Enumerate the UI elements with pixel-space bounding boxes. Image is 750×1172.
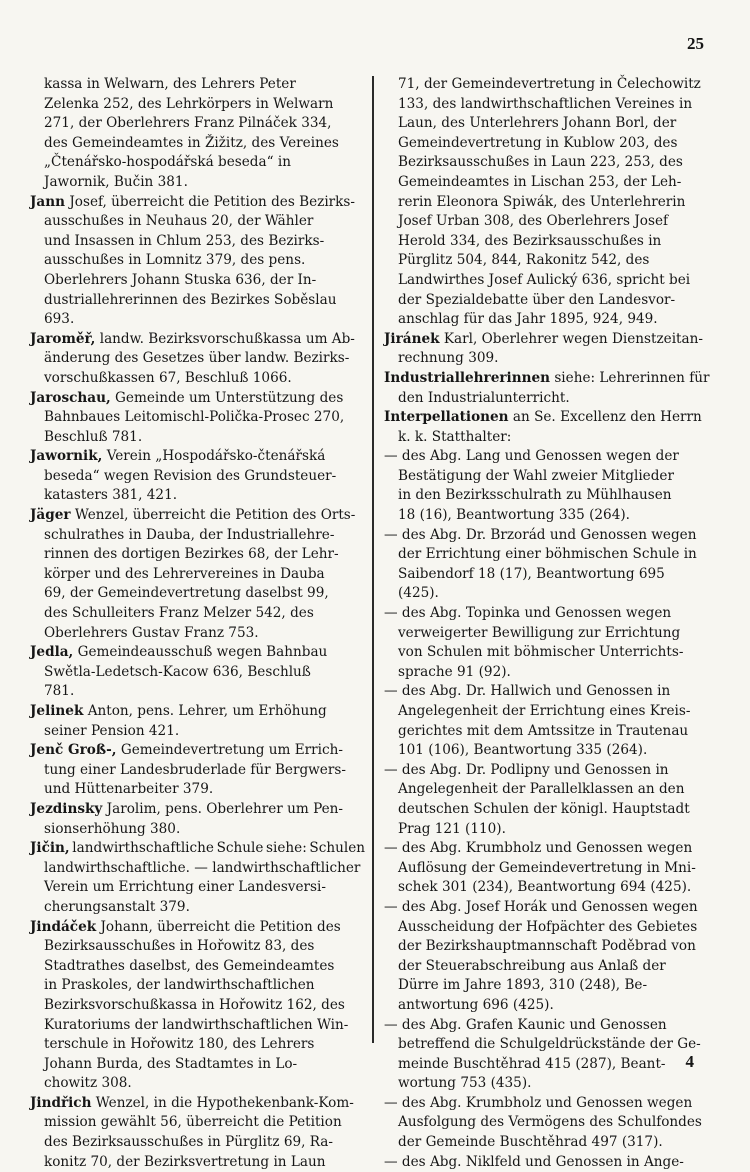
entry-text: Bezirksausschußes in Laun 223, 253, des (398, 154, 683, 171)
index-line (384, 682, 714, 702)
entry-text: „Čtenářsko-hospodářská beseda“ in (44, 154, 291, 171)
entry-text: 693. (44, 311, 75, 328)
entry-text: Oberlehrers Johann Stuska 636, der In- (44, 271, 317, 288)
index-line (384, 447, 714, 467)
index-line (30, 95, 365, 115)
entry-text: — des Abg. Josef Horák und Genossen wegen (384, 898, 698, 915)
entry-text: — des Abg. Grafen Kaunic und Genossen (384, 1016, 667, 1033)
index-line (384, 976, 714, 996)
index-line (30, 1133, 365, 1153)
index-line (30, 486, 365, 506)
index-line (384, 820, 714, 840)
index-line (384, 428, 714, 448)
entry-text: — des Abg. Dr. Hallwich und Genossen in (384, 683, 671, 700)
index-line (30, 1055, 365, 1075)
index-line (30, 251, 365, 271)
entry-text: verweigerter Bewilligung zur Errichtung (398, 624, 681, 641)
entry-text: des Schulleiters Franz Melzer 542, des (44, 605, 314, 622)
index-line (30, 996, 365, 1016)
entry-text: gerichtes mit dem Amtssitze in Trautenau (398, 722, 689, 739)
entry-text: Oberlehrers Gustav Franz 753. (44, 624, 259, 641)
entry-text: schek 301 (234), Beantwortung 694 (425). (398, 879, 692, 896)
entry-text: landwirthschaftliche. — landwirthschaftlicher (44, 859, 361, 876)
entry-text: in den Bezirksschulrath zu Mühlhausen (398, 487, 672, 504)
entry-text: beseda“ wegen Revision des Grundsteuer- (44, 467, 337, 484)
entry-text: schulrathes in Dauba, der Industriallehre- (44, 526, 335, 543)
entry-text: Stadtrathes daselbst, des Gemeindeamtes (44, 957, 335, 974)
entry-text: Swětla-Ledetsch-Kacow 636, Beschluß (44, 663, 311, 680)
index-line (30, 604, 365, 624)
entry-text: tung einer Landesbruderlade für Bergwers- (44, 761, 346, 778)
entry-heading: Jäger (30, 507, 71, 524)
index-line (384, 565, 714, 585)
entry-text: 271, der Oberlehrers Franz Pilnáček 334, (44, 115, 332, 132)
entry-text: konitz 70, der Bezirksvertretung in Laun (44, 1153, 326, 1170)
index-line (30, 114, 365, 134)
index-line (384, 1153, 714, 1172)
entry-text: Gemeindevertretung in Kublow 203, des (398, 134, 678, 151)
index-line (30, 369, 365, 389)
entry-text: Josef Urban 308, des Oberlehrers Josef (398, 213, 669, 230)
index-line (30, 682, 365, 702)
entry-text: und Hüttenarbeiter 379. (44, 781, 214, 798)
index-line (30, 1035, 365, 1055)
index-line (30, 1094, 365, 1114)
entry-text: Dürre im Jahre 1893, 310 (248), Be- (398, 977, 648, 994)
entry-text: des Gemeindeamtes in Žižitz, des Vereines (44, 134, 339, 151)
entry-heading: Jaroměř, (30, 330, 96, 347)
column-divider (372, 76, 374, 1043)
entry-text: 101 (106), Beantwortung 335 (264). (398, 742, 648, 759)
entry-text: Auflösung der Gemeindevertretung in Mni- (398, 859, 696, 876)
entry-text: sprache 91 (92). (398, 663, 511, 680)
index-line (384, 389, 714, 409)
index-line (384, 467, 714, 487)
index-line (30, 271, 365, 291)
entry-heading: Jičin, (30, 840, 70, 857)
index-line (384, 780, 714, 800)
entry-text: Ausscheidung der Hofpächter des Gebietes (398, 918, 698, 935)
index-line (384, 291, 714, 311)
entry-text: Anton, pens. Lehrer, um Erhöhung (83, 703, 327, 719)
index-line (30, 780, 365, 800)
page-number: 25 (687, 34, 704, 53)
index-line (30, 75, 365, 95)
index-line (30, 1074, 365, 1094)
index-line (384, 839, 714, 859)
index-line (384, 134, 714, 154)
index-line (384, 663, 714, 683)
entry-text: Gemeinde um Unterstützung des (110, 389, 344, 406)
index-line (384, 643, 714, 663)
entry-text: — des Abg. Krumbholz und Genossen wegen (384, 840, 693, 857)
index-line (30, 898, 365, 918)
index-line (30, 800, 365, 820)
index-line (30, 291, 365, 311)
index-line (384, 898, 714, 918)
entry-text: der Steuerabschreibung aus Anlaß der (398, 957, 666, 974)
entry-text: — des Abg. Dr. Brzorád und Genossen wegen (384, 526, 697, 543)
index-line (384, 878, 714, 898)
entry-heading: Jezdinsky (30, 800, 103, 817)
entry-text: (425). (398, 585, 439, 602)
entry-text: der Errichtung einer böhmischen Schule in (398, 546, 697, 563)
index-line (384, 369, 714, 389)
entry-text: vorschußkassen 67, Beschluß 1066. (44, 369, 292, 386)
entry-heading: Jiránek (384, 330, 440, 347)
index-line (384, 741, 714, 761)
entry-text: Verein um Errichtung einer Landesversi- (44, 879, 326, 896)
entry-text: k. k. Statthalter: (398, 428, 512, 445)
index-line (30, 506, 365, 526)
index-line (384, 1133, 714, 1153)
index-line (30, 820, 365, 840)
index-line (384, 761, 714, 781)
index-line (30, 1153, 365, 1172)
entry-text: 781. (44, 683, 75, 700)
index-line (30, 1016, 365, 1036)
entry-text: Johann Burda, des Stadtamtes in Lo- (44, 1055, 298, 1072)
index-line (384, 918, 714, 938)
index-line (384, 1016, 714, 1036)
index-line (384, 95, 714, 115)
entry-text: cherungsanstalt 379. (44, 898, 190, 915)
index-line (30, 878, 365, 898)
entry-text: sionserhöhung 380. (44, 820, 181, 837)
entry-text: körper und des Lehrervereines in Dauba (44, 565, 325, 582)
entry-text: Karl, Oberlehrer wegen Dienstzeitan- (439, 330, 703, 347)
entry-text: der Gemeinde Buschtěhrad 497 (317). (398, 1134, 663, 1151)
index-line (30, 957, 365, 977)
entry-text: rinnen des dortigen Bezirkes 68, der Lehr- (44, 546, 339, 563)
entry-text: Wenzel, in die Hypothekenbank-Kom- (91, 1094, 354, 1111)
index-line (30, 918, 365, 938)
index-line (30, 741, 365, 761)
index-line (384, 937, 714, 957)
entry-text: 18 (16), Beantwortung 335 (264). (398, 507, 630, 524)
index-line (30, 1113, 365, 1133)
index-line (384, 330, 714, 350)
entry-text: Zelenka 252, des Lehrkörpers in Welwarn (44, 95, 334, 112)
index-line (30, 212, 365, 232)
entry-heading: Jann (30, 193, 66, 210)
entry-text: Angelegenheit der Errichtung eines Kreis- (398, 703, 691, 719)
entry-text: seiner Pension 421. (44, 722, 180, 739)
entry-text: Kuratoriums der landwirthschaftlichen Win- (44, 1016, 349, 1033)
entry-text: terschule in Hořowitz 180, des Lehrers (44, 1036, 315, 1053)
index-line (30, 702, 365, 722)
index-line (384, 232, 714, 252)
index-line (384, 859, 714, 879)
entry-text: und Insassen in Chlum 253, des Bezirks- (44, 232, 325, 249)
entry-text: chowitz 308. (44, 1075, 132, 1092)
entry-text: rerin Eleonora Spiwák, des Unterlehrerin (398, 193, 686, 210)
index-line (384, 75, 714, 95)
entry-text: Bahnbaues Leitomischl-Polička-Prosec 270, (44, 409, 345, 426)
entry-text: Jawornik, Bučin 381. (44, 173, 188, 190)
entry-heading: Jindáček (30, 918, 97, 935)
entry-text: — des Abg. Niklfeld und Genossen in Ange- (384, 1153, 684, 1170)
index-line (30, 526, 365, 546)
entry-text: deutschen Schulen der königl. Hauptstadt (398, 800, 690, 817)
entry-text: Bezirksausschußes in Hořowitz 83, des (44, 938, 315, 955)
entry-text: änderung des Gesetzes über landw. Bezirks- (44, 350, 350, 367)
index-line (30, 722, 365, 742)
entry-heading: Jaroschau, (30, 389, 111, 406)
entry-text: 69, der Gemeindevertretung daselbst 99, (44, 585, 329, 602)
entry-heading: Jelinek (30, 703, 84, 719)
index-line (384, 212, 714, 232)
index-line (384, 251, 714, 271)
index-line (30, 859, 365, 879)
entry-text: ausschußes in Lomnitz 379, des pens. (44, 252, 306, 269)
entry-text: katasters 381, 421. (44, 487, 178, 504)
index-line (30, 193, 365, 213)
entry-text: anschlag für das Jahr 1895, 924, 949. (398, 311, 658, 328)
entry-text: dustriallehrerinnen des Bezirkes Soběslau (44, 291, 337, 308)
index-line (384, 800, 714, 820)
index-line (384, 193, 714, 213)
entry-text: siehe: Lehrerinnen für (550, 369, 710, 386)
index-line (384, 1035, 714, 1055)
entry-text: Beschluß 781. (44, 428, 143, 445)
index-line (30, 173, 365, 193)
entry-text: Herold 334, des Bezirksausschußes in (398, 232, 662, 249)
index-line (384, 722, 714, 742)
entry-text: Wenzel, überreicht die Petition des Orts- (70, 507, 356, 524)
index-line (30, 761, 365, 781)
entry-text: des Bezirksausschußes in Pürglitz 69, Ra- (44, 1134, 334, 1151)
entry-text: Gemeindeamtes in Lischan 253, der Leh- (398, 173, 682, 190)
entry-text: — des Abg. Topinka und Genossen wegen (384, 605, 672, 622)
entry-heading: Interpellationen (384, 409, 509, 426)
index-line (30, 584, 365, 604)
index-line (30, 937, 365, 957)
index-line (384, 506, 714, 526)
entry-text: Prag 121 (110). (398, 820, 506, 837)
entry-text: meinde Buschtěhrad 415 (287), Beant- (398, 1055, 666, 1072)
signature-mark: 4 (685, 1052, 694, 1071)
index-line (30, 408, 365, 428)
entry-heading: Jawornik, (30, 448, 103, 465)
index-line (384, 996, 714, 1016)
index-line (30, 976, 365, 996)
entry-text: betreffend die Schulgeldrückstände der Ge- (398, 1036, 701, 1053)
index-column-left (30, 75, 365, 1172)
entry-text: ausschußes in Neuhaus 20, der Wähler (44, 213, 314, 230)
index-line (30, 349, 365, 369)
entry-text: Pürglitz 504, 844, Rakonitz 542, des (398, 252, 650, 269)
index-line (384, 545, 714, 565)
entry-text: rechnung 309. (398, 350, 499, 367)
index-line (30, 565, 365, 585)
entry-text: Saibendorf 18 (17), Beantwortung 695 (398, 565, 665, 582)
index-line (384, 486, 714, 506)
entry-text: den Industrialunterricht. (398, 389, 570, 406)
entry-text: Bezirksvorschußkassa in Hořowitz 162, des (44, 996, 345, 1013)
entry-text: — des Abg. Lang und Genossen wegen der (384, 448, 679, 465)
index-line (384, 526, 714, 546)
entry-text: Johann, überreicht die Petition des (96, 918, 341, 935)
index-line (30, 663, 365, 683)
entry-text: — des Abg. Dr. Podlipny und Genossen in (384, 761, 669, 778)
entry-heading: Jedla, (30, 644, 74, 661)
entry-text: wortung 753 (435). (398, 1075, 532, 1092)
index-line (384, 408, 714, 428)
index-line (30, 839, 365, 859)
index-line (30, 545, 365, 565)
index-line (30, 428, 365, 448)
index-line (384, 584, 714, 604)
entry-text: 71, der Gemeindevertretung in Čelechowitz (398, 76, 701, 92)
index-line (384, 1055, 714, 1075)
index-column-right (384, 75, 714, 1172)
index-line (30, 643, 365, 663)
index-line (384, 310, 714, 330)
index-line (30, 447, 365, 467)
entry-heading: Jindřich (30, 1094, 92, 1111)
index-line (30, 624, 365, 644)
index-line (384, 114, 714, 134)
entry-text: — des Abg. Krumbholz und Genossen wegen (384, 1094, 693, 1111)
entry-text: der Bezirkshauptmannschaft Poděbrad von (398, 938, 696, 955)
index-line (30, 330, 365, 350)
index-line (30, 134, 365, 154)
index-line (384, 173, 714, 193)
index-line (30, 232, 365, 252)
entry-text: Angelegenheit der Parallelklassen an den (398, 781, 685, 798)
index-line (30, 389, 365, 409)
index-line (30, 153, 365, 173)
entry-text: kassa in Welwarn, des Lehrers Peter (44, 76, 296, 92)
entry-text: in Praskoles, der landwirthschaftlichen (44, 977, 315, 994)
entry-text: mission gewählt 56, überreicht die Petition (44, 1114, 342, 1131)
index-line (384, 349, 714, 369)
index-line (384, 624, 714, 644)
entry-text: Gemeindeausschuß wegen Bahnbau (73, 644, 328, 661)
entry-text: der Spezialdebatte über den Landesvor- (398, 291, 676, 308)
index-line (384, 1074, 714, 1094)
entry-text: Josef, überreicht die Petition des Bezirks- (65, 193, 355, 210)
index-line (384, 702, 714, 722)
entry-text: landw. Bezirksvorschußkassa um Ab- (95, 330, 355, 347)
entry-text: Bestätigung der Wahl zweier Mitglieder (398, 467, 674, 484)
index-line (384, 271, 714, 291)
entry-heading: Jenč Groß-, (30, 742, 117, 759)
index-line (30, 467, 365, 487)
entry-text: an Se. Excellenz den Herrn (508, 409, 702, 426)
index-line (30, 310, 365, 330)
entry-heading: Industriallehrerinnen (384, 369, 550, 386)
entry-text: Ausfolgung des Vermögens des Schulfondes (398, 1114, 702, 1131)
index-line (384, 153, 714, 173)
index-line (384, 1094, 714, 1114)
index-line (384, 1113, 714, 1133)
entry-text: Verein „Hospodářsko-čtenářská (102, 448, 326, 465)
entry-text: 133, des landwirthschaftlichen Vereines in (398, 95, 693, 112)
entry-text: Laun, des Unterlehrers Johann Borl, der (398, 115, 677, 132)
entry-text: Landwirthes Josef Aulický 636, spricht bei (398, 271, 691, 288)
entry-text: landwirthschaftliche Schule siehe: Schulen (69, 840, 365, 857)
entry-text: von Schulen mit böhmischer Unterrichts- (398, 644, 684, 661)
entry-text: Jarolim, pens. Oberlehrer um Pen- (102, 800, 344, 817)
entry-text: Gemeindevertretung um Errich- (116, 742, 343, 759)
index-line (384, 957, 714, 977)
entry-text: antwortung 696 (425). (398, 996, 554, 1013)
index-line (384, 604, 714, 624)
